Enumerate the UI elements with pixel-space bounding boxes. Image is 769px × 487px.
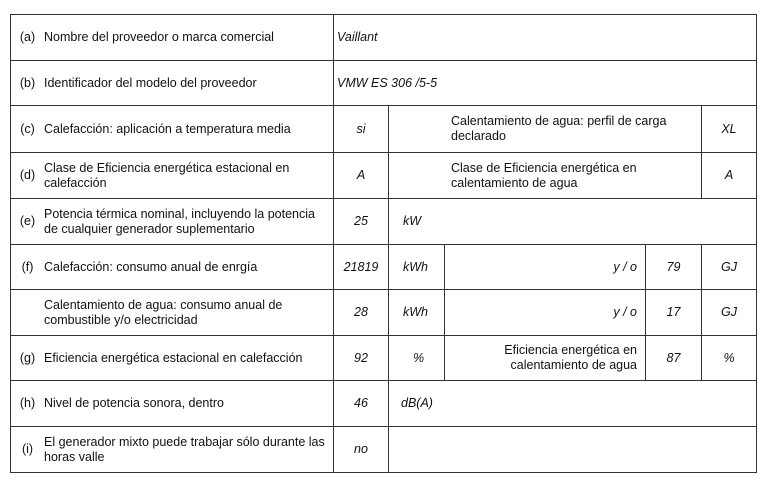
row-d-label: Clase de Eficiencia energética estacional en calefacción	[44, 160, 290, 190]
row-f-unit-cell	[388, 244, 445, 290]
row-g-value: 92	[354, 350, 368, 365]
row-d-label2: Clase de Eficiencia energética en calentamiento de agua	[451, 160, 637, 190]
row-f-value: 21819	[343, 259, 379, 274]
row-f2-conj: y / o	[613, 305, 637, 319]
row-f-conj: y / o	[613, 259, 637, 274]
row-d-value: A	[356, 168, 366, 182]
row-g-label-cell	[10, 335, 334, 381]
row-a-label-cell	[10, 14, 334, 61]
row-g-value2: 87	[666, 350, 681, 365]
row-c-value2: XL	[721, 121, 737, 136]
row-g-unit2: %	[723, 350, 735, 365]
row-e-unit-cell	[388, 198, 757, 245]
row-g-unit2-cell	[701, 335, 757, 381]
row-b-letter: (b)	[19, 75, 36, 90]
row-i-value: no	[354, 442, 368, 456]
row-b-label-cell	[10, 60, 334, 106]
row-h-unit: dB(A)	[401, 396, 433, 410]
row-e-value: 25	[354, 214, 368, 228]
row-f-conj-cell	[444, 244, 646, 290]
row-b-value-cell	[333, 60, 757, 106]
row-g-label2: Eficiencia energética en calentamiento de agua	[504, 343, 637, 372]
row-e-value-cell	[333, 198, 389, 245]
row-b-value: VMW ES 306 /5-5	[337, 75, 438, 90]
row-g-label: Eficiencia energética estacional en calefacción	[44, 350, 303, 365]
row-h-unit-cell	[388, 380, 757, 427]
row-h-label: Nivel de potencia sonora, dentro	[44, 396, 224, 410]
row-g-label2-cell	[444, 335, 646, 381]
row-e-letter: (e)	[19, 214, 36, 228]
row-f2-value2-cell	[645, 289, 702, 336]
row-f-letter: (f)	[21, 259, 34, 274]
row-h-value: 46	[354, 396, 368, 410]
row-f-label: Calefacción: consumo anual de enrgía	[44, 259, 258, 274]
row-e-label: Potencia térmica nominal, incluyendo la potencia de cualquier generador suplementario	[44, 206, 315, 236]
row-f2-conj-cell	[444, 289, 646, 336]
row-g-value-cell	[333, 335, 389, 381]
row-h-letter: (h)	[19, 396, 36, 410]
row-d-label2-cell	[388, 152, 702, 199]
row-a-value-cell	[333, 14, 757, 61]
row-f-value2: 79	[666, 259, 681, 274]
row-c-letter: (c)	[20, 121, 35, 136]
row-c-label2: Calentamiento de agua: perfil de carga declarado	[451, 114, 667, 143]
row-h-value-cell	[333, 380, 389, 427]
row-f2-unit2-cell	[701, 289, 757, 336]
row-f-unit: kWh	[403, 259, 428, 274]
row-f2-unit-cell	[388, 289, 445, 336]
row-f2-label: Calentamiento de agua: consumo anual de combustible y/o electricidad	[44, 297, 283, 327]
row-e-unit: kW	[403, 214, 422, 228]
row-g-letter: (g)	[19, 350, 36, 365]
row-a-value: Vaillant	[337, 30, 378, 44]
row-c-value: si	[356, 121, 366, 136]
row-d-value2-cell	[701, 152, 757, 199]
row-a-label: Nombre del proveedor o marca comercial	[44, 30, 274, 44]
row-c-value2-cell	[701, 105, 757, 153]
row-g-value2-cell	[645, 335, 702, 381]
row-c-label-cell	[10, 105, 334, 153]
row-g-unit: %	[413, 350, 425, 365]
row-f-unit2-cell	[701, 244, 757, 290]
row-f2-unit: kWh	[403, 305, 428, 319]
row-f2-value-cell	[333, 289, 389, 336]
row-f2-value: 28	[354, 305, 368, 319]
row-i-value-cell	[333, 426, 389, 473]
row-f2-unit2: GJ	[721, 305, 737, 319]
row-c-value-cell	[333, 105, 389, 153]
row-i-label-cell	[10, 426, 334, 473]
row-d-value-cell	[333, 152, 389, 199]
row-c-label2-cell	[388, 105, 702, 153]
row-e-label-cell	[10, 198, 334, 245]
row-i-letter: (i)	[21, 442, 34, 456]
row-d-value2: A	[724, 168, 734, 182]
row-g-unit-cell	[388, 335, 445, 381]
row-f-value2-cell	[645, 244, 702, 290]
row-a-letter: (a)	[19, 30, 36, 44]
row-i-empty-cell	[388, 426, 757, 473]
row-i-label: El generador mixto puede trabajar sólo durante las horas valle	[44, 434, 325, 464]
row-h-label-cell	[10, 380, 334, 427]
row-f2-label-cell	[10, 289, 334, 336]
row-f2-value2: 17	[666, 305, 681, 319]
row-d-letter: (d)	[19, 168, 36, 182]
row-f-value-cell	[333, 244, 389, 290]
row-f-label-cell	[10, 244, 334, 290]
row-c-label: Calefacción: aplicación a temperatura media	[44, 121, 291, 136]
row-b-label: Identificador del modelo del proveedor	[44, 75, 257, 90]
row-d-label-cell	[10, 152, 334, 199]
row-f-unit2: GJ	[721, 259, 737, 274]
